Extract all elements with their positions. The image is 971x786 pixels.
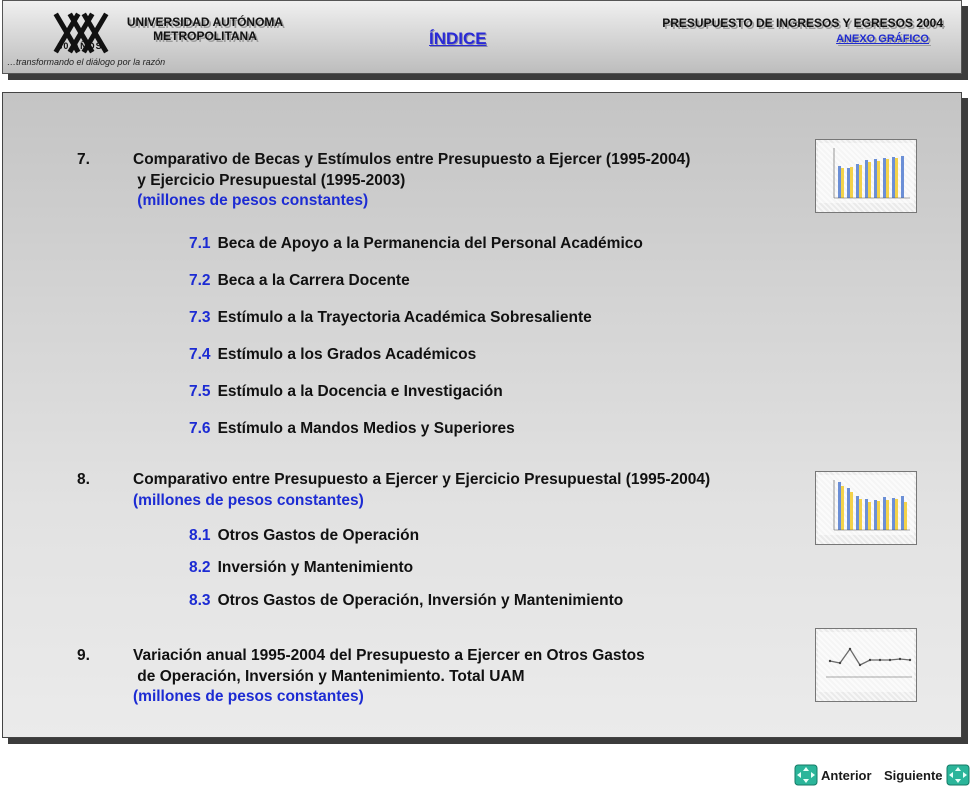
uam-logo-icon <box>51 7 109 59</box>
slogan: …transformando el diálogo por la razón <box>7 57 166 67</box>
line-chart-icon <box>816 629 916 701</box>
bar-chart-icon <box>816 472 916 544</box>
section-9-title-line2[interactable]: de Operación, Inversión y Mantenimiento. Total UAM <box>133 668 525 685</box>
item-number: 8.1 <box>189 527 211 544</box>
list-item-7-2[interactable] <box>189 272 410 290</box>
section-8-chart-thumbnail[interactable] <box>815 471 917 545</box>
item-label: Estímulo a los Grados Académicos <box>217 346 477 363</box>
item-number: 7.4 <box>189 346 211 363</box>
list-item-7-5[interactable] <box>189 383 503 401</box>
arrows-icon <box>946 764 970 786</box>
list-item-7-6[interactable] <box>189 420 515 438</box>
item-label: Otros Gastos de Operación, Inversión y Mantenimiento <box>217 592 624 609</box>
list-item-8-2[interactable] <box>189 559 413 577</box>
section-7-chart-thumbnail[interactable] <box>815 139 917 213</box>
item-number: 7.1 <box>189 235 211 252</box>
section-7-title-line2[interactable]: y Ejercicio Presupuestal (1995-2003) <box>133 172 406 189</box>
previous-button[interactable] <box>794 764 872 786</box>
section-8-title-line1[interactable]: Comparativo entre Presupuesto a Ejercer y Ejercicio Presupuestal (1995-2004) <box>133 471 711 488</box>
item-number: 7.2 <box>189 272 211 289</box>
university-line2: METROPOLITANA <box>153 29 257 43</box>
item-number: 7.6 <box>189 420 211 437</box>
item-label: Estímulo a la Trayectoria Académica Sobresaliente <box>217 309 592 326</box>
next-label: Siguiente <box>884 767 943 783</box>
report-title: PRESUPUESTO DE INGRESOS Y EGRESOS 2004 <box>662 16 943 30</box>
bar-chart-icon <box>816 140 916 212</box>
section-8-units: (millones de pesos constantes) <box>133 492 364 509</box>
arrows-icon <box>794 764 818 786</box>
section-7-title-line1[interactable]: Comparativo de Becas y Estímulos entre Presupuesto a Ejercer (1995-2004) <box>133 151 691 168</box>
item-number: 7.5 <box>189 383 211 400</box>
university-name <box>121 15 289 43</box>
item-label: Estímulo a Mandos Medios y Superiores <box>217 420 515 437</box>
next-button[interactable] <box>884 764 970 786</box>
section-9-title-line1[interactable]: Variación anual 1995-2004 del Presupuesto a Ejercer en Otros Gastos <box>133 647 645 664</box>
section-7-number: 7. <box>77 151 90 168</box>
section-9-chart-thumbnail[interactable] <box>815 628 917 702</box>
list-item-7-3[interactable] <box>189 309 592 327</box>
list-item-8-1[interactable] <box>189 527 419 545</box>
section-8-number: 8. <box>77 471 90 488</box>
item-label: Inversión y Mantenimiento <box>217 559 414 576</box>
list-item-8-3[interactable] <box>189 592 623 610</box>
previous-label: Anterior <box>821 767 872 783</box>
section-9-units: (millones de pesos constantes) <box>133 688 364 705</box>
header-banner <box>2 0 962 74</box>
item-number: 7.3 <box>189 309 211 326</box>
index-panel <box>2 92 962 738</box>
item-label: Beca a la Carrera Docente <box>217 272 410 289</box>
list-item-7-1[interactable] <box>189 235 643 253</box>
list-item-7-4[interactable] <box>189 346 476 364</box>
item-number: 8.3 <box>189 592 211 609</box>
report-subtitle: ANEXO GRÁFICO <box>836 33 929 45</box>
item-label: Otros Gastos de Operación <box>217 527 420 544</box>
item-label: Beca de Apoyo a la Permanencia del Personal Académico <box>217 235 643 252</box>
university-line1: UNIVERSIDAD AUTÓNOMA <box>126 15 284 29</box>
section-9-number: 9. <box>77 647 90 664</box>
section-7-units: (millones de pesos constantes) <box>133 192 369 209</box>
report-heading <box>662 15 943 47</box>
item-label: Estímulo a la Docencia e Investigación <box>217 383 503 400</box>
item-number: 8.2 <box>189 559 211 576</box>
logo-years: 30 AÑOS <box>57 41 103 51</box>
page-title: ÍNDICE <box>429 29 487 48</box>
